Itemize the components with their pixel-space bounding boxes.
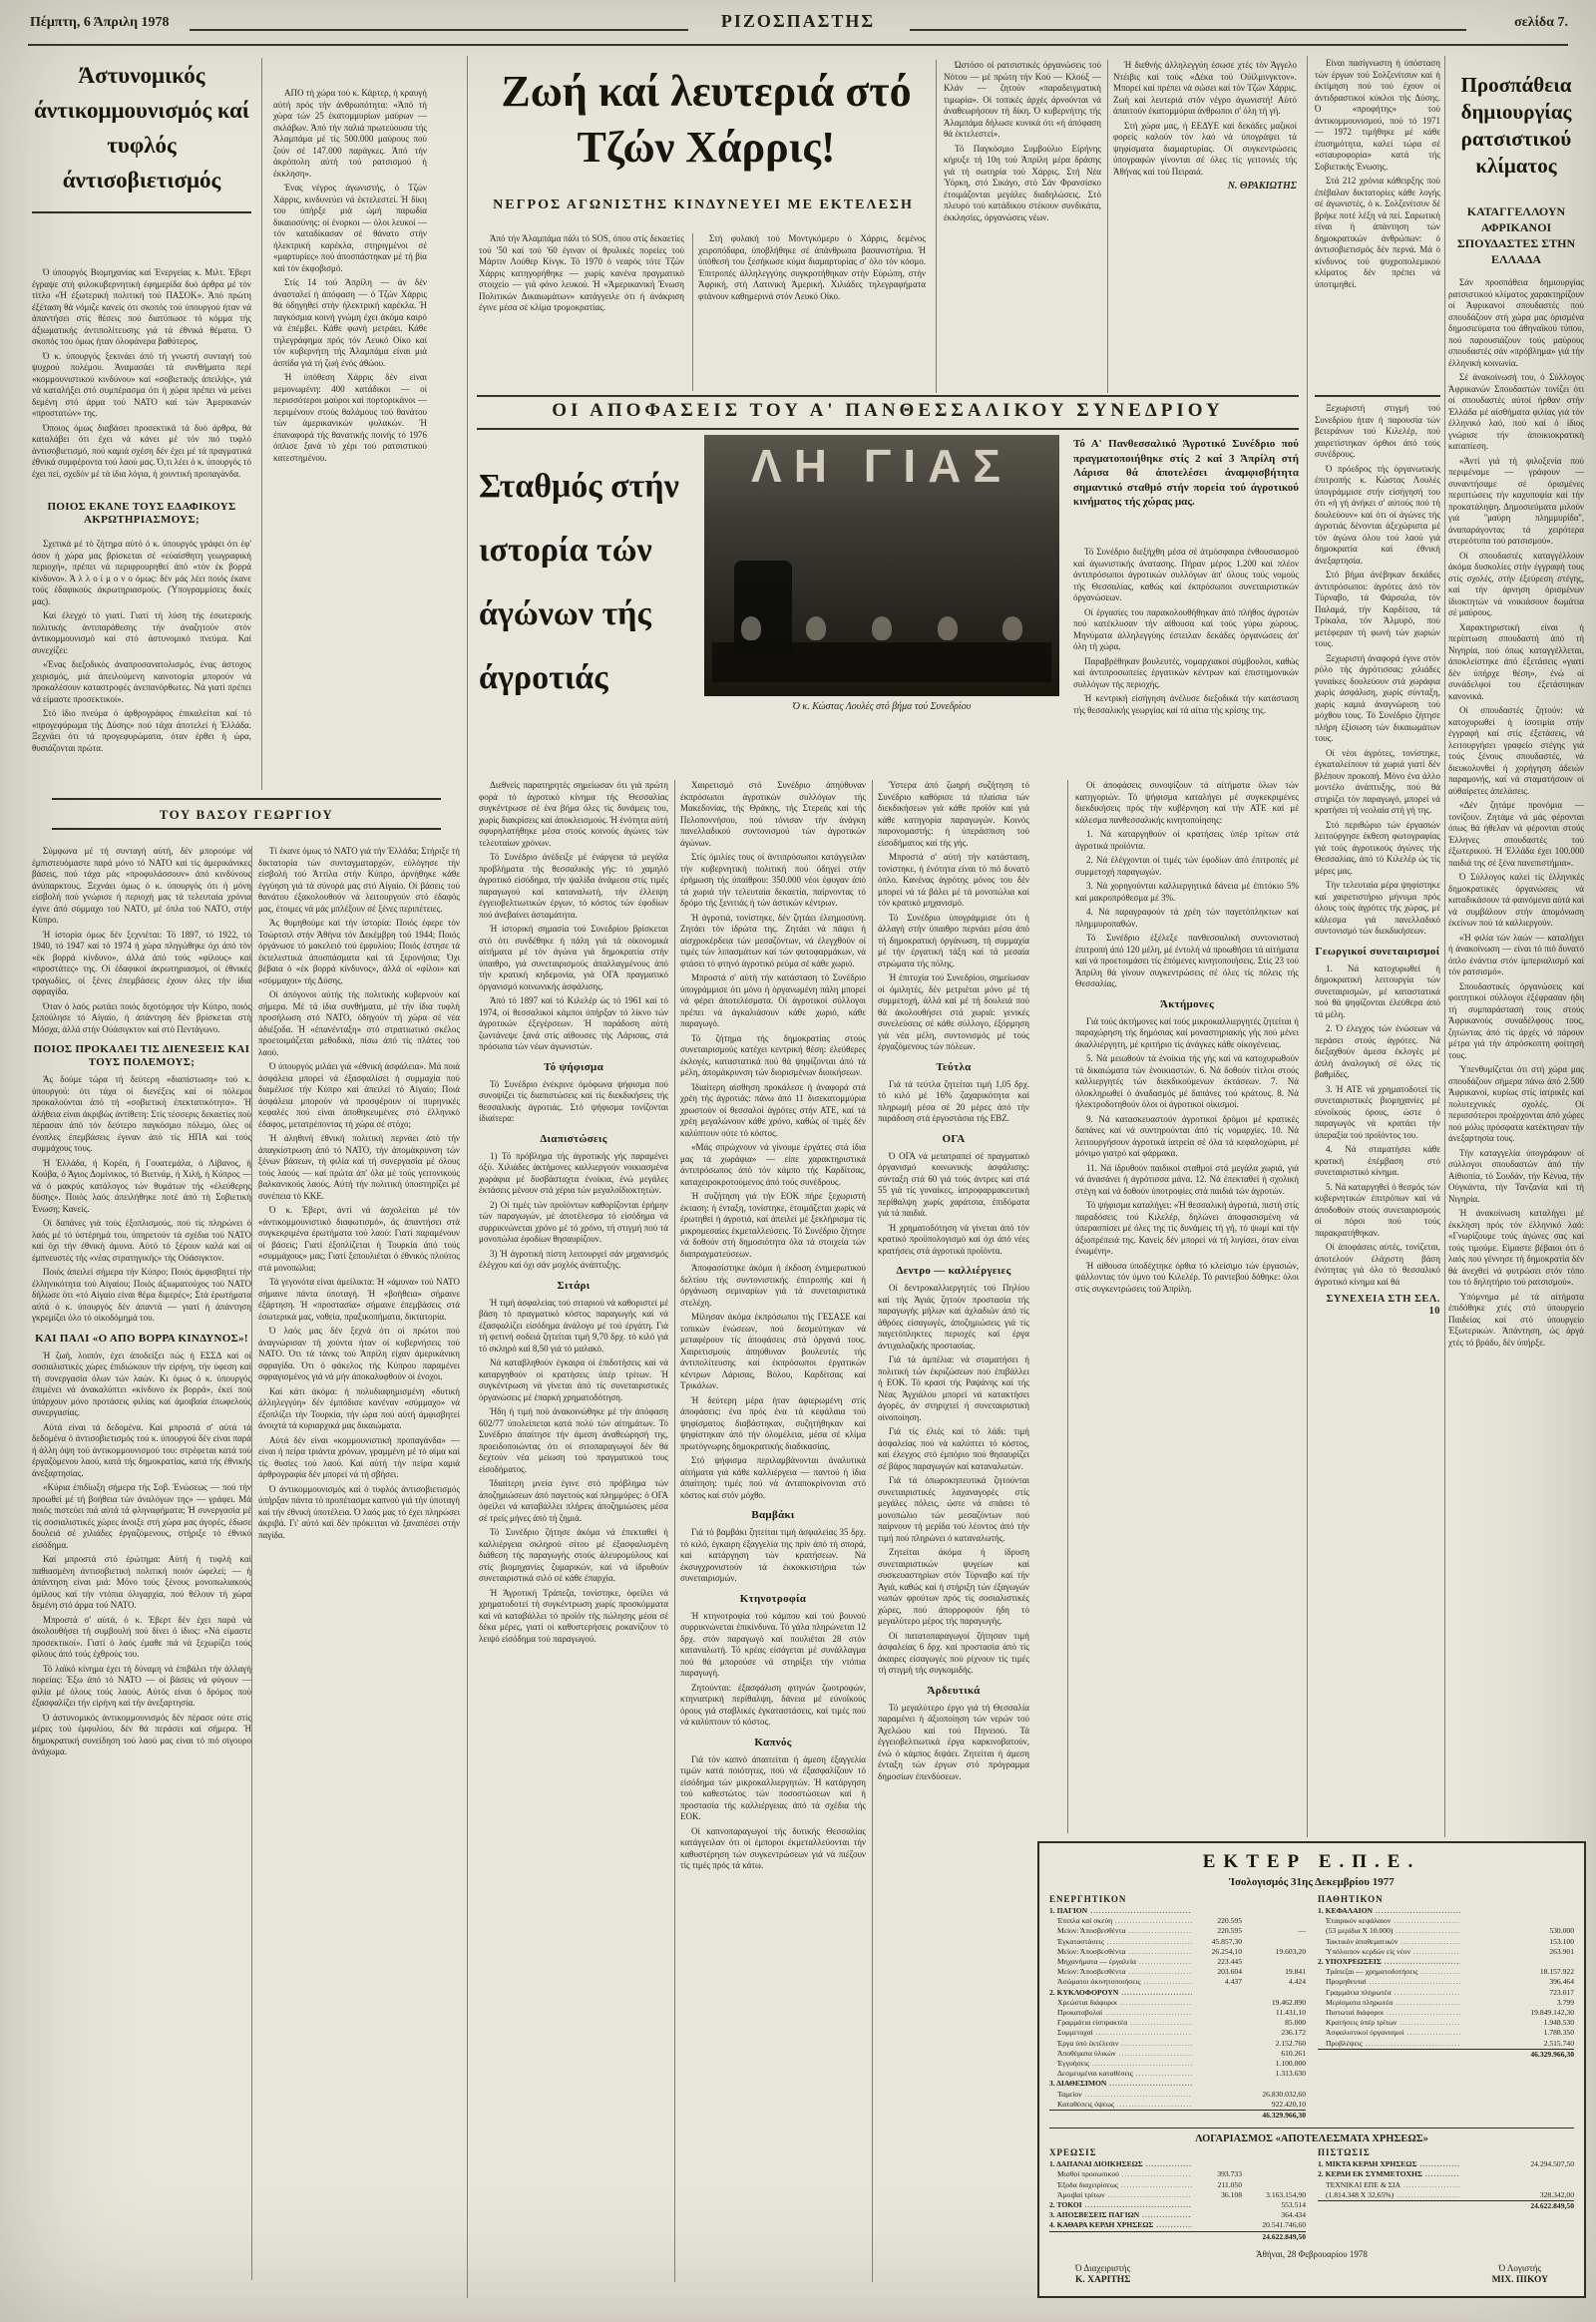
ledger-row: Συμμετοχαί ..... 236.172 bbox=[1049, 2028, 1306, 2038]
paragraph: Αύτά είναι τά δεδομένα. Καί μπροστά σ' αύτά τά δεδομένα ό άντισοβιετισμός τού κ. ύπουργού δέν είναι παρά ή άλλη όψη τού άντικομμουνισμού του: στρέφεται κατά τού έργαζόμενου λαού, κατά τής δημοκρατίας, κατά τής έθνικής άνεξαρτησίας. bbox=[32, 1421, 251, 1478]
ledger-row: Έγγυήσεις ..... 1.100.000 bbox=[1049, 2059, 1306, 2069]
harris-column-1 bbox=[479, 233, 684, 391]
paragraph: Ίδιαίτερη μνεία έγινε στό πρόβλημα τών άποζημιώσεων άπό παγετούς καί πλημμύρες: ό ΟΓΑ όφείλει νά καταβάλλει πλήρεις άποζημιώσεις μέσα σέ τρείς μήνες άπό τή ζημιά. bbox=[479, 1478, 668, 1523]
paragraph: Ζητείται άκόμα ή ίδρυση συνεταιριστικών ψυγείων καί συσκευαστηρίων στόν Τύρναβο καί τήν Άγιά, καθώς καί ή στήριξη τών έξαγωγών νωπών φρούτων πρός τίς σοσιαλιστικές χώρες, πού άπορροφούν ήδη τό μεγαλύτερο μέρος τής παραγωγής. bbox=[878, 1547, 1029, 1626]
brief-divider-rule bbox=[1315, 395, 1440, 397]
paragraph: Ή ζωή, λοιπόν, έχει άποδείξει πώς ή ΕΣΣΔ καί οί σοσιαλιστικές χώρες έπιδιώκουν τήν είρήνη, τήν ύφεση καί τή συνεργασία όλων τών λαών. Κι όμως ό κ. ύπουργός έπιμένει νά άνακαλύπτει «κίνδυνο έκ βορρά», έκεί πού ύπάρχουν μόνο προτάσεις φιλίας καί άμοιβαία έπωφελούς συνεργασίας. bbox=[32, 1350, 251, 1417]
paragraph: «Ή φιλία τών λαών — καταλήγει ή άνακοίνωση — είναι τό πιό δυνατό όπλο ένάντια στόν ίμπεριαλισμό καί τόν ρατσισμό». bbox=[1448, 932, 1584, 976]
ledger-row: 3. ΑΠΟΣΒΕΣΕΙΣ ΠΑΓΙΩΝ ..... 364.434 bbox=[1049, 2210, 1306, 2220]
paragraph: 1. Νά κατοχυρωθεί ή δημοκρατική λειτουργία τών συνεταιρισμών, μέ καταστατικά πού θά ψηφίζονται έλεύθερα άπό τά μέλη. bbox=[1315, 963, 1440, 1019]
assets-column bbox=[1049, 1894, 1306, 2121]
paragraph: Τό ψήφισμα καταλήγει: «Ή θεσσαλική άγροτιά, πιστή στίς παραδόσεις τού Κιλελέρ, δηλώνει άποφασισμένη νά ύπερασπίσει μέ όλες της τίς δυνάμεις τή γή, τό ψωμί καί τήν άξιοπρέπειά της. Κανείς δέν μπορεί νά τή λυγίσει, όταν είναι ένωμένη». bbox=[1075, 1200, 1299, 1256]
paragraph: Ξεχωριστή στιγμή τού Συνεδρίου ήταν ή παρουσία τών βετεράνων τού Κιλελέρ, πού χαιρετίστηκαν όρθιοι άπό τούς συνέδρους. bbox=[1315, 403, 1440, 459]
header-rule-left bbox=[190, 29, 688, 31]
column-rule bbox=[872, 780, 873, 2282]
liabilities-header: ΠΑΘΗΤΙΚΟΝ bbox=[1318, 1894, 1384, 1904]
body-text bbox=[1315, 964, 1440, 1289]
column-rule bbox=[467, 56, 468, 2298]
paragraph: Οί άπόγονοι αύτής τής πολιτικής κυβερνούν καί σήμερα. Μέ τά ίδια συνθήματα, μέ τήν ίδια τυφλή προσήλωση στό ΝΑΤΟ, όδηγούν τή χώρα σέ νέα άδιέξοδα. Ή «έπανένταξη» στό στρατιωτικό σκέλος προετοιμάζεται μεθοδικά, πίσω άπό τίς πλάτες τού λαού. bbox=[258, 989, 460, 1057]
paragraph: Τό λαϊκό κίνημα έχει τή δύναμη νά έπιβάλει τήν άλλαγή πορείας: Έξω άπό τό ΝΑΤΟ — οί βάσεις νά φύγουν — φιλία μέ όλους τούς λαούς. Αύτός είναι ό δρόμος πού έξασφαλίζει τήν είρήνη καί τήν άνεξαρτησία. bbox=[32, 1663, 251, 1708]
ledger-row: Τακτικόν άποθεματικόν ..... 153.100 bbox=[1318, 1937, 1574, 1947]
racism-headline: Προσπάθεια δημιουργίας ρατσιστικού κλίματος bbox=[1460, 73, 1572, 178]
section-heading-oga: ΟΓΑ bbox=[942, 1132, 966, 1145]
body-text bbox=[878, 1703, 1029, 1783]
ledger-row: Κρατήσεις ύπέρ τρίτων ..... 1.948.530 bbox=[1318, 2018, 1574, 2028]
body-text bbox=[680, 1611, 866, 1729]
paragraph: Ή χρηματοδότηση νά γίνεται άπό τόν κρατικό προϋπολογισμό καί όχι άπό νέες κρατήσεις στά άγροτικά προϊόντα. bbox=[878, 1222, 1029, 1256]
ledger-row: 1. ΠΑΓΙΟΝ ..... bbox=[1049, 1906, 1306, 1916]
header-rule bbox=[28, 44, 1568, 46]
ledger-row: 3. ΔΙΑΘΕΣΙΜΟΝ ..... bbox=[1049, 2079, 1306, 2089]
byline-vassos-georgiou: ΤΟΥ ΒΑΣΟΥ ΓΕΩΡΓΙΟΥ bbox=[52, 798, 441, 830]
ledger-row: 4. ΚΑΘΑΡΑ ΚΕΡΔΗ ΧΡΗΣΕΩΣ ..... 20.541.746,60 bbox=[1049, 2220, 1306, 2230]
paragraph: Ύστερα άπό ζωηρή συζήτηση τό Συνέδριο καθόρισε τά πλαίσια τών διεκδικήσεων γιά κάθε προϊόν καί γιά κάθε κατηγορία παραγωγών. Κοινός παρονομαστής: ή ύπεράσπιση τού είσοδήματος καί τής γής. bbox=[878, 780, 1029, 848]
paragraph: Ποιός άπειλεί σήμερα τήν Κύπρο; Ποιός άμφισβητεί τήν έλληνικότητα τού Αίγαίου; Ποιός άξιωματούχος τού ΝΑΤΟ δήλωσε ότι «τό Αίγαίο είναι θέμα διμερές»; Στά έρωτήματα αύτά ό κ. ύπουργός δέν άπαντά — γιατί ή άπάντηση γκρεμίζει όλο τό οίκοδόμημά του. bbox=[32, 1267, 251, 1323]
section-heading-landless: Άκτήμονες bbox=[1159, 997, 1215, 1010]
photo-figure bbox=[806, 616, 826, 640]
paragraph: Καί κάτι άκόμα: ή πολυδιαφημισμένη «δυτική άλληλεγγύη» δέν έμπόδισε κανέναν «σύμμαχο» νά έξοπλίζει τήν Τουρκία, τήν ώρα πού αύτή άμφισβητεί άνοιχτά τά κυριαρχικά μας δικαιώματα. bbox=[258, 1385, 460, 1430]
paragraph: Στά 212 χρόνια κάθειρξης πού έπέβαλαν δικτατορίες κάθε λογής σέ άγωνιστές, ό κ. Σολζενίτσυν δέ βρήκε ποτέ λέξη νά πεί. Σαρωτική είναι ή άπάντηση τών δημοκρατικών άνθρώπων: ό άντισοβιετισμός δέν περνά. Μά ό κίνδυνος τού ψυχροπολεμικού κλίματος δέν πρέπει νά ύποτιμηθεί. bbox=[1315, 176, 1440, 289]
harris-column-2 bbox=[698, 233, 926, 391]
harris-column-4 bbox=[1113, 60, 1297, 393]
paragraph: Ξεχωριστή άναφορά έγινε στόν ρόλο τής άγρότισσας: χιλιάδες γυναίκες δουλεύουν στά χωράφια χωρίς άσφάλιση, χωρίς σύνταξη, χωρίς καμιά άναγνώριση τού μόχθου τους. Τό Συνέδριο ζήτησε πλήρη έξίσωση τών δικαιωμάτων τους. bbox=[1315, 652, 1440, 743]
column-rule bbox=[1067, 780, 1068, 1833]
paragraph: Παραβρέθηκαν βουλευτές, νομαρχιακοί σύμβουλοι, καθώς καί άντιπροσωπείες έργατικών κέντρων καί έπιστημονικών συλλόγων τής περιοχής. bbox=[1073, 655, 1299, 689]
paragraph: Οί δεντροκαλλιεργητές τού Πηλίου καί τής Άγιάς ζητούν προστασία τής παραγωγής μήλων καί άχλαδιών άπό τίς άθρόες είσαγωγές, άποζημιώσεις γιά τίς παγετόπληκτες περιοχές καί έργα άντιχαλαζικής προστασίας. bbox=[878, 1283, 1029, 1351]
paragraph: Σάν προσπάθεια δημιουργίας ρατσιστικού κλίματος χαρακτηρίζουν οί Άφρικανοί σπουδαστές πού σπουδάζουν στή χώρα μας όρισμένα δημοσιεύματα τού άθηναϊκού τύπου, πού παρουσιάζουν τούς μαύρους σπουδαστές σάν «πρόβλημα» γιά τήν έλληνική κοινωνία. bbox=[1448, 277, 1584, 368]
profit-loss-title: ΛΟΓΑΡΙΑΣΜΟΣ «ΑΠΟΤΕΛΕΣΜΑΤΑ ΧΡΗΣΕΩΣ» bbox=[1049, 2128, 1574, 2144]
ledger-row: 2. ΚΥΚΛΟΦΟΡΟΥΝ ..... bbox=[1049, 1988, 1306, 1998]
paragraph: Ή κεντρική είσήγηση άνέλυσε διεξοδικά τήν κατάσταση τής θεσσαλικής γεωργίας καί τά αίτια τής κρίσης της. bbox=[1073, 693, 1299, 715]
paragraph: Καί έλεγχό τό γιατί. Γιατί τή λύση τής έσωτερικής πολιτικής άντιπαράθεσης τήν άναζητούν στόν άντικομμουνισμό καί στό άστυνομικό πνεύμα. Καί συνεχίζει: bbox=[32, 610, 251, 655]
paragraph: Γιά τίς έλιές καί τό λάδι: τιμή άσφαλείας πού νά καλύπτει τό κόστος, καί έλεγχος στό έμπόριο πού θησαυρίζει σέ βάρος παραγωγών καί καταναλωτών. bbox=[878, 1426, 1029, 1471]
paragraph: «Άντί γιά τή φιλοξενία πού περιμέναμε — γράφουν — συναντήσαμε σέ όρισμένες περιπτώσεις τήν καχυποψία καί τήν προκατάληψη. Δημοσιεύματα μιλούν γιά ''μαύρη πλημμυρίδα'', άναπαράγοντας τά χειρότερα στερεότυπα τού ρατσισμού». bbox=[1448, 455, 1584, 546]
paragraph: Γιά τά όπωροκηπευτικά ζητούνται συνεταιριστικές λαχαναγορές στίς μεγάλες πόλεις, ώστε νά σπάσει τό μονοπώλιο τών μεσαζόντων πού παίρνουν τή μερίδα τού λέοντος άπό τήν τιμή πού πληρώνει ό καταναλωτής. bbox=[878, 1475, 1029, 1543]
page-number: σελίδα 7. bbox=[1514, 15, 1568, 30]
section-heading-findings: Διαπιστώσεις bbox=[540, 1132, 607, 1145]
paragraph: Νά καταβληθούν έγκαιρα οί έπιδοτήσεις καί νά καταργηθούν οί κρατήσεις ύπέρ τρίτων. Ή συγκέντρωση νά γίνεται άπό τίς συνεταιριστικές όργανώσεις μέ έπαρκή χρηματοδότηση. bbox=[479, 1357, 668, 1402]
paragraph: Οί άποφάσεις αύτές, τονίζεται, άποτελούν έλάχιστη βάση ένότητας γιά όλο τό θεσσαλικό άγροτικό κίνημα καί θά bbox=[1315, 1242, 1440, 1287]
accountant-role: Ό Λογιστής bbox=[1498, 2262, 1542, 2273]
paragraph: 9. Νά κατασκευαστούν άγροτικοί δρόμοι μέ κρατικές δαπάνες καί νά συντηρούνται άπό τίς νομαρχίες. 10. Νά λειτουργήσουν άγροτικά ίατρεία σέ όλα τά κεφαλοχώρια, μέ μόνιμο γιατρό καί φάρμακα. bbox=[1075, 1113, 1299, 1158]
anticommunism-column-1 bbox=[32, 846, 251, 2280]
debit-rows bbox=[1049, 2159, 1306, 2242]
section-heading-resolution: Τό ψήφισμα bbox=[543, 1060, 604, 1073]
congress-column-c bbox=[878, 780, 1029, 2282]
paragraph: Τί έκανε όμως τό ΝΑΤΟ γιά τήν Έλλάδα; Στήριξε τή δικτατορία τών συνταγματαρχών, εύλόγησε τήν είσβολή τού Άττίλα στήν Κύπρο, άρνήθηκε κάθε έγγύηση γιά τά σύνορά μας στό Αίγαίο. Οί βάσεις τού θανάτου έξακολουθούν νά λειτουργούν στό έδαφός μας, έτοιμες νά μάς μπλέξουν σέ ξένες περιπέτειες. bbox=[258, 846, 460, 914]
paragraph: Ή ύπόθεση Χάρρις δέν είναι μεμονωμένη: 400 κατάδικοι — οί περισσότεροι μαύροι καί πορτορικάνοι — περιμένουν στούς θαλάμους τού θανάτου τών άμερικανικών φυλακών. Ή έπαναφορά τής θανατικής ποινής τό 1976 όπλισε ξανά τό χέρι τού ρατσιστικού κατεστημένου. bbox=[273, 372, 427, 463]
paragraph: Μπροστά σ' αύτή τήν κατάσταση τό Συνέδριο ύπογράμμισε ότι μόνο ή όργανωμένη πάλη μπορεί νά φέρει άποτελέσματα. Οί άγροτικοί σύλλογοι πρέπει νά άγκαλιάσουν κάθε χωριό, κάθε παραγωγό. bbox=[680, 972, 866, 1028]
racism-subhead: ΚΑΤΑΓΓΕΛΛΟΥΝ ΑΦΡΙΚΑΝΟΙ ΣΠΟΥΔΑΣΤΕΣ ΣΤΗΝ ΕΛΛΑΔΑ bbox=[1456, 204, 1576, 266]
body-text bbox=[479, 780, 668, 1053]
anticommunism-column-2 bbox=[258, 846, 460, 2280]
paragraph: Ή διεθνής άλληλεγγύη έσωσε χτές τόν Άγγελο Ντέιβις καί τούς «Δέκα τού Ούίλμινγκτον». Μπορεί καί πρέπει νά σώσει καί τόν Τζών Χάρρις. Ζωή καί λευτεριά στόν νέγρο άγωνιστή! Αύτό άπαιτούν έκατομμύρια άνθρωποι σ' όλη τή γή. bbox=[1113, 60, 1297, 116]
section-heading-beets: Τεύτλα bbox=[936, 1060, 972, 1073]
credit-header: ΠΙΣΤΩΣΙΣ bbox=[1318, 2147, 1371, 2158]
paragraph: 1. Νά καταργηθούν οί κρατήσεις ύπέρ τρίτων στά άγροτικά προϊόντα. bbox=[1075, 829, 1299, 851]
photo-figure bbox=[741, 616, 761, 640]
body-text bbox=[1113, 60, 1297, 178]
body-text bbox=[32, 1074, 251, 1325]
ledger-row: Καταθέσεις όψεως ..... 922.420,10 bbox=[1049, 2100, 1306, 2110]
paragraph: Διεθνείς παρατηρητές σημείωσαν ότι γιά πρώτη φορά τό άγροτικό κίνημα τής Θεσσαλίας συγκέντρωσε σέ ένα βήμα όλες τίς δυνάμεις του, χωρίς διακρίσεις καί άποκλεισμούς. Ή ένότητα αύτή σφυρηλατήθηκε μέσα στούς κοινούς άγώνες τών τελευταίων χρόνων. bbox=[479, 780, 668, 848]
ledger-row: Άσφαλιστικοί όργανισμοί ..... 1.788.350 bbox=[1318, 2028, 1574, 2038]
paragraph: Ό Σύλλογος καλεί τίς έλληνικές δημοκρατικές όργανώσεις νά καταδικάσουν τά φαινόμενα αύτά καί νά συμβάλουν στήν άπομόνωση έκείνων πού τά καλλιεργούν. bbox=[1448, 872, 1584, 928]
paragraph: Ίδιαίτερη αίσθηση προκάλεσε ή άναφορά στά χρέη τής άγροτιάς: πάνω άπό 11 δισεκατομμύρια χρωστούν οί θεσσαλοί άγρότες στήν ΑΤΕ, καί τά χρέη μεγαλώνουν κάθε χρόνο, καθώς οί τιμές δέν καλύπτουν ούτε τό κόστος. bbox=[680, 1081, 866, 1138]
body-text bbox=[680, 780, 866, 1501]
signature-manager bbox=[1075, 2263, 1130, 2285]
section-heading-irrigation: Άρδευτικά bbox=[927, 1684, 981, 1697]
paragraph: Άς θυμηθούμε καί τήν ίστορία: Ποιός έφερε τόν Τσώρτσιλ στήν Άθήνα τόν Δεκέμβρη τού 1944; Ποιός όργάνωσε τό μακελειό τού έμφυλίου; Ποιός έστησε τά έκτελεστικά άποσπάσματα καί τά ξερονήσια; Όχι βέβαια ό «έκ βορρά κίνδυνος», άλλά οί «φίλοι» καί «σύμμαχοι» τής Δύσης. bbox=[258, 918, 460, 985]
paragraph: Γιά τόν καπνό άπαιτείται ή άμεση έξαγγελία τιμών κατά ποιότητες, πού νά έξασφαλίζουν τό είσόδημα τών μικροκαλλιεργητών. Ή κατάργηση τού καθεστώτος τών ποσοστώσεων καί ή προστασία τής καλλιέργειας άπό τά σχέδια τής ΕΟΚ. bbox=[680, 1753, 866, 1821]
ledger-row: 1. ΚΕΦΑΛΑΙΟΝ ..... bbox=[1318, 1906, 1574, 1916]
ledger-row: 1. ΔΑΠΑΝΑΙ ΔΙΟΙΚΗΣΕΩΣ ..... bbox=[1049, 2159, 1306, 2169]
paragraph: Ό κ. Έβερτ, άντί νά άσχολείται μέ τόν «άντικομμουνιστικό διαφωτισμό», άς άπαντήσει στά συγκεκριμένα έρωτήματα τού λαού: Γιατί παραμένουν οί βάσεις; Γιατί έξοπλίζεται ή Τουρκία άπό τούς «συμμάχους» μας; Γιατί ξεπουλιέται ό έθνικός πλούτος στά μονοπώλια; bbox=[258, 1205, 460, 1273]
paragraph: Ή τιμή άσφαλείας τού σιταριού νά καθοριστεί μέ βάση τό πραγματικό κόστος παραγωγής καί νά έξασφαλίζει είσόδημα άνάλογο μέ τού έργάτη. Γιά τή φετινή σοδειά ζητείται τιμή 9,70 δρχ. τό κιλό γιά τό σκληρό καί 8,50 γιά τό μαλακό. bbox=[479, 1297, 668, 1354]
paragraph: Σχετικά μέ τό ζήτημα αύτό ό κ. ύπουργός γράφει ότι έφ' όσον ή χώρα μας βρίσκεται σέ «εύαίσθητη γεωγραφική περιοχή», πρέπει νά περιφρουρηθεί άπό «τόν έκ βορρά κίνδυνο». Ά λ λ ο ί μ ο ν ο όμως: δέν μάς λέει ποιός έκανε τούς έδαφικούς άκρωτηριασμούς. (Ύπογραμμίσεις δικές μας). bbox=[32, 539, 251, 606]
paragraph: Ό άστυνομικός άντικομμουνισμός δέν πέρασε ούτε στίς μέρες τού έμφυλίου, δέν θά περάσει καί σήμερα. Ή δημοκρατική συνείδηση τού λαού μας είναι τό πιό σίγουρο άνάχωμα. bbox=[32, 1712, 251, 1756]
paragraph: Οί σπουδαστές καταγγέλλουν άκόμα δυσκολίες στήν έγγραφή τους στίς σχολές, στήν έξεύρεση στέγης, καί τήν άρνηση όρισμένων ίδιοκτητών νά νοικιάσουν δωμάτια σέ μαύρους. bbox=[1448, 550, 1584, 617]
congress-column-e bbox=[1315, 403, 1440, 1833]
liabilities-column bbox=[1318, 1894, 1574, 2121]
paragraph: Άποφασίστηκε άκόμα ή έκδοση ένημερωτικού δελτίου τής συντονιστικής έπιτροπής καί ή όργάνωση σεμιναρίων γιά τά συνεταιριστικά στελέχη. bbox=[680, 1263, 866, 1308]
paragraph: Όταν ό λαός ρωτάει ποιός διχοτόμησε τήν Κύπρο, ποιός ξεπούλησε τό Αίγαίο, ή άπάντηση δέν βρίσκεται στή Μόσχα, άλλά στήν Ούάσιγκτον καί στό Πεντάγωνο. bbox=[32, 1000, 251, 1034]
photo-figures bbox=[718, 616, 1045, 640]
paragraph: Ό άντικομμουνισμός καί ό τυφλός άντισοβιετισμός ύπήρξαν πάντα τό προπέτασμα καπνού γιά τήν ύποταγή καί τήν έθνική ύποτέλεια. Ό λαός μας τό έχει πληρώσει άκριβά. Γι' αύτό καί δέν πρόκειται νά ξαναπέσει στήν παγίδα. bbox=[258, 1483, 460, 1540]
paragraph: Καί μπροστά στό έρώτημα: Αύτή ή τυφλή καί παθιασμένη άντισοβιετική πολιτική ποιόν ώφελεί; — ή άπάντηση είναι μιά: Μόνο τούς ξένους μονοπωλιακούς όμίλους καί τήν ντόπια όλιγαρχία, πού θέλουν τή χώρα δεμένη στό άρμα τού ΝΑΤΟ. bbox=[32, 1554, 251, 1610]
ledger-row: (53 μερίδια Χ 10.000) ..... 530.000 bbox=[1318, 1926, 1574, 1936]
paragraph: Ό πρόεδρος τής όργανωτικής έπιτροπής κ. Κώστας Λουλές ύπογράμμισε στήν είσήγησή του ότι «ή γή άνήκει σ' αύτούς πού τή δουλεύουν» καί ότι οί άγώνες τής άγροτιάς δένονται άξεχώριστα μέ τόν άγώνα όλου τού λαού γιά δημοκρατία καί έθνική άνεξαρτησία. bbox=[1315, 463, 1440, 566]
paragraph: Ό ΟΓΑ νά μετατραπεί σέ πραγματικό όργανισμό κοινωνικής άσφάλισης: σύνταξη στά 60 γιά τούς άντρες καί στά 55 γιά τίς γυναίκες, ίατροφαρμακευτική περίθαλψη χωρίς χαράτσια, έπιδόματα γιά τά παιδιά. bbox=[878, 1150, 1029, 1218]
balance-sheet-title: Ίσολογισμός 31ης Δεκεμβρίου 1977 bbox=[1229, 1876, 1395, 1888]
body-text bbox=[1075, 1016, 1299, 1296]
paragraph: Αύτά δέν είναι «κομμουνιστική προπαγάνδα» — είναι ή πείρα τριάντα χρόνων, γραμμένη μέ τό αίμα καί τίς θυσίες τού λαού. Καί αύτή τήν πείρα καμιά άρθρογραφία δέν μπορεί νά τή σβήσει. bbox=[258, 1434, 460, 1479]
paragraph: 4. Νά παραγραφούν τά χρέη τών παγετόπληκτων καί πλημμυροπαθών. bbox=[1075, 907, 1299, 929]
paragraph: Ή άγροτιά, τονίστηκε, δέν ζητάει έλεημοσύνη. Ζητάει τόν ίδρώτα της. Ζητάει νά πάψει ή αίσχροκέρδεια τών μεσαζόντων, νά έλεγχθούν οί τιμές τών λιπασμάτων καί τών φυτοφαρμάκων, νά φτάσει τό φτηνό άγροτικό ρεύμα σέ κάθε χωριό. bbox=[680, 912, 866, 968]
congress-kicker: ΟΙ ΑΠΟΦΑΣΕΙΣ ΤΟΥ Α' ΠΑΝΘΕΣΣΑΛΙΚΟΥ ΣΥΝΕΔΡΙΟΥ bbox=[552, 400, 1224, 421]
paragraph: Ώστόσο οί ρατσιστικές όργανώσεις τού Νότου — μέ πρώτη τήν Κού — Κλούξ — Κλάν — ζητούν «παραδειγματική τιμωρία». Οί τοπικές άρχές άρνούνται νά άναθεωρήσουν τή δίκη. Ό κυβερνήτης τής Άλαμπάμα δήλωσε κυνικά ότι «ή άπόφαση θά έκτελεστεί». bbox=[944, 60, 1101, 139]
paragraph: ΑΠΟ τή χώρα τού κ. Κάρτερ, ή κραυγή αύτή πρός τήν άνθρωπότητα: «Άπό τή χώρα τών 25 έκατομμυρίων μαύρων — σκλάβων. Άπό τήν παλιά πρωτεύουσα τής Άλαμπάμα μέ τίς 500.000 μαύρους πού ζούν σέ 147.000 παράγκες. Άπό τήν άκρόπολη αύτή τού ρατσισμού ή έκκληση». bbox=[273, 88, 427, 179]
paragraph: Ή ίστορική σημασία τού Συνεδρίου βρίσκεται στό ότι συνδέθηκε ή πάλη γιά τά οίκονομικά αίτήματα μέ τόν άγώνα γιά δημοκρατία στήν ύπαιθρο, γιά συνεταιρισμούς άπαλλαγμένους άπό τήν κρατική κηδεμονία, γιά ΟΓΑ πραγματικό όργανισμό κοινωνικής άσφάλισης. bbox=[479, 924, 668, 991]
column-rule bbox=[936, 60, 937, 393]
section-heading-territorial: ΠΟΙΟΣ ΕΚΑΝΕ ΤΟΥΣ ΕΔΑΦΙΚΟΥΣ ΑΚΡΩΤΗΡΙΑΣΜΟΥΣ; bbox=[47, 501, 236, 526]
paragraph: Όποιος όμως διαβάσει προσεκτικά τά δυό άρθρα, θά καταλάβει ότι έχει νά κάνει μέ τόν πιό τυφλό άντισοβιετισμό, πού καμιά σχέση δέν έχει μέ τά πραγματικά έθνικά συμφέροντα τού λαού μας. Ό,τι λέει ό κ. ύπουργός τό έχει πεί, σχεδόν μέ τά ίδια λόγια, ή χουντική προπαγάνδα. bbox=[32, 422, 251, 479]
paragraph: Σπουδαστικές όργανώσεις καί φοιτητικοί σύλλογοι έξέφρασαν ήδη τή συμπαράστασή τους στούς Άφρικανούς συναδέλφους τους, ζητώντας άπό τίς άρχές νά πάρουν μέτρα γιά τήν άπρόσκοπτη φοίτησή τους. bbox=[1448, 980, 1584, 1060]
ledger-row: ΤΕΧΝΙΚΑΙ ΕΠΕ & ΣΙΑ ..... bbox=[1318, 2180, 1574, 2190]
body-text bbox=[878, 1283, 1029, 1677]
ledger-row: Μείον: Άποσβεσθέντα ..... 203.604 19.841 bbox=[1049, 1967, 1306, 1977]
paragraph: 3. Νά χορηγούνται καλλιεργητικά δάνεια μέ έπιτόκιο 5% καί μακροπρόθεσμα μέ 3%. bbox=[1075, 881, 1299, 903]
paragraph: Ζητούνται: έξασφάλιση φτηνών ζωοτροφών, κτηνιατρική περίθαλψη, δάνεια μέ εύνοϊκούς όρους γιά σταβλικές έγκαταστάσεις, καί τιμές πού νά καλύπτουν τό κόστος. bbox=[680, 1682, 866, 1727]
ledger-row: Μείον: Άποσβεσθέντα ..... 26.254,10 19.603,20 bbox=[1049, 1947, 1306, 1957]
congress-intro bbox=[1073, 547, 1299, 772]
photo-figure bbox=[1002, 616, 1022, 640]
continued-on-page-10: ΣΥΝΕΧΕΙΑ ΣΤΗ ΣΕΛ. 10 bbox=[1326, 1294, 1440, 1317]
signature-accountant bbox=[1492, 2263, 1548, 2285]
ledger-row: Άποθέματα ύλικών ..... 610.261 bbox=[1049, 2049, 1306, 2059]
paragraph: Ή δεύτερη μέρα ήταν άφιερωμένη στίς άποφάσεις: ένα πρός ένα τά κεφάλαια τού ψηφίσματος διαβάστηκαν, συζητήθηκαν καί ψηφίστηκαν άπό τήν όλομέλεια, μέσα σέ κλίμα πρωτόγνωρης δημοκρατικής διαδικασίας. bbox=[680, 1394, 866, 1451]
congress-headline: Σταθμός στήν ιστορία τών άγώνων τής άγροτιάς bbox=[479, 468, 679, 696]
paragraph: 5. Νά μειωθούν τά ένοίκια τής γής καί νά κατοχυρωθούν τά δικαιώματα τών ένοικιαστών. 6. Νά δοθούν τίτλοι στούς καλλιεργητές τών διεκδικούμενων έκτάσεων. 7. Νά όλοκληρωθεί ό άναδασμός μέ δαπάνες τού κράτους. 8. Νά ήλεκτροδοτηθούν όλοι οί άγροτικοί οίκισμοί. bbox=[1075, 1053, 1299, 1109]
ledger-row: Μερίσματα πληρωτέα ..... 3.799 bbox=[1318, 1998, 1574, 2008]
ledger-row: Προκαταβολαί ..... 11.431,10 bbox=[1049, 2008, 1306, 2018]
harris-column-3 bbox=[944, 60, 1101, 393]
ledger-row: Άμοιβαί τρίτων ..... 36.108 3.163.154,90 bbox=[1049, 2190, 1306, 2200]
ledger-row: Πιστωταί διάφοροι ..... 19.849.142,30 bbox=[1318, 2008, 1574, 2018]
section-heading-orchards: Δεντρο — καλλιέργειες bbox=[896, 1265, 1011, 1277]
page-date: Πέμπτη, 6 Άπριλη 1978 bbox=[30, 15, 170, 30]
section-heading-livestock: Κτηνοτροφία bbox=[739, 1592, 807, 1605]
body-text bbox=[878, 1079, 1029, 1125]
company-name: ΕΚΤΕΡ Ε.Π.Ε. bbox=[1202, 1851, 1421, 1872]
table-silhouette bbox=[712, 642, 1051, 682]
congress-photo bbox=[704, 435, 1059, 696]
paragraph: Στό περιθώριο τών έργασιών λειτούργησε έκθεση φωτογραφίας γιά τούς άγροτικούς άγώνες τής Θεσσαλίας, άπό τό Κιλελέρ ώς τίς μέρες μας. bbox=[1315, 819, 1440, 876]
paragraph: Χαιρετισμό στό Συνέδριο άπηύθυναν έκπρόσωποι άγροτικών συλλόγων τής Μακεδονίας, τής Θράκης, τής Στερεάς καί τής Πελοποννήσου, πού τόνισαν τήν άνάγκη πανελλαδικού συντονισμού τών άγροτικών άγώνων. bbox=[680, 780, 866, 848]
paragraph: Σέ άνακοίνωσή του, ό Σύλλογος Άφρικανών Σπουδαστών τονίζει ότι οί σπουδαστές αύτοί ήρθαν στήν Έλλάδα μέ αίσθήματα φιλίας γιά τόν έλληνικό λαό, πού καί ό ίδιος γνώρισε τήν άποικιοκρατική καταπίεση. bbox=[1448, 372, 1584, 451]
paragraph: 2. Ό έλεγχος τών ένώσεων νά περάσει στούς άγρότες. Νά διεξαχθούν άμεσα έκλογές μέ άπλή άναλογική σέ όλες τίς βαθμίδες. bbox=[1315, 1023, 1440, 1079]
paragraph: 3) Ή άγροτική πίστη λειτουργεί σάν μηχανισμός έλέγχου καί όχι σάν μοχλός άνάπτυξης. bbox=[479, 1248, 668, 1270]
paragraph: Στό βήμα άνέβηκαν δεκάδες άντιπρόσωποι: άγρότες άπό τόν Τύρναβο, τά Φάρσαλα, τόν Παλαμά, τήν Καρδίτσα, τά Τρίκαλα, τόν Άλμυρό, πού μετέφεραν τή φωνή τών χωριών τους. bbox=[1315, 570, 1440, 648]
paragraph: Χαρακτηριστική είναι ή περίπτωση σπουδαστή άπό τή Νιγηρία, πού όπως καταγγέλλεται, άποκλείστηκε άπό έξετάσεις «γιατί δέν ύπήρχε θέση», ένώ οί συνάδελφοί του έξετάστηκαν κανονικά. bbox=[1448, 621, 1584, 701]
paragraph: Στό ψήφισμα περιλαμβάνονται άναλυτικά αίτήματα γιά κάθε καλλιέργεια — παντού ή ίδια άπαίτηση: τιμές πού νά άνταποκρίνονται στό κόστος καί στόν μόχθο. bbox=[680, 1455, 866, 1500]
ledger-row: 24.622.849,50 bbox=[1318, 2200, 1574, 2211]
ledger-row: Γραμμάτια είσπρακτέα ..... 85.000 bbox=[1049, 2018, 1306, 2028]
balance-date: Άθήναι, 28 Φεβρουαρίου 1978 bbox=[1256, 2248, 1368, 2259]
anticommunism-text-2 bbox=[32, 539, 251, 794]
ledger-row: Χρεώσται διάφοροι ..... 19.462.890 bbox=[1049, 1998, 1306, 2008]
body-text bbox=[1075, 780, 1299, 990]
paragraph: Γιά τούς άκτήμονες καί τούς μικροκαλλιεργητές ζητείται ή παραχώρηση τής δημόσιας καί μοναστηριακής γής πού μένει άκαλλιέργητη, μέ κριτήριο τίς άνάγκες κάθε οίκογένειας. bbox=[1075, 1015, 1299, 1049]
paragraph: Ή άνακοίνωση καταλήγει μέ έκκληση πρός τόν έλληνικό λαό: «Γνωρίζουμε τούς άγώνες σας καί τούς τιμούμε. Είμαστε βέβαιοι ότι ό λαός πού γέννησε τή δημοκρατία δέν θά άνεχθεί νά φυτρώσει στόν τόπο του τό δηλητήριο τού ρατσισμού». bbox=[1448, 1208, 1584, 1287]
column-rule bbox=[674, 780, 675, 2282]
congress-lede: Τό Α' Πανθεσσαλικό Άγροτικό Συνέδριο πού πραγματοποιήθηκε στίς 2 καί 3 Άπρίλη στή Λάρισα θά άποτελέσει άναμφισβήτητα σημαντικό σταθμό στήν πορεία τού άγροτικού κινήματος τής χώρας μας. bbox=[1073, 438, 1299, 508]
paragraph: Ήδη ή τιμή πού άνακοινώθηκε μέ τήν άπόφαση 602/77 ύπολείπεται κατά πολύ τών αίτημάτων. Τό Συνέδριο άπαίτησε τήν άμεση άναθεώρησή της, προειδοποιώντας ότι οί σιτοπαραγωγοί δέν θά δεχτούν νέα μείωση τού πραγματικού τους είσοδήματος. bbox=[479, 1406, 668, 1474]
paragraph: 2. Νά έλέγχονται οί τιμές τών έφοδίων άπό έπιτροπές μέ συμμετοχή παραγωγών. bbox=[1075, 855, 1299, 877]
paragraph: Είναι πασίγνωστη ή ύπόσταση τών έργων τού Σολζενίτσυν καί ή έκτίμηση πού τού έχουν οί άντιδραστικοί κύκλοι τής Δύσης. Ό «προφήτης» τού άντικομμουνισμού, πού τό 1971 — 1972 τιμήθηκε μέ κάθε έπισημότητα, καλεί τώρα σέ «σταυροφορία» κατά τής Σοβιετικής Ένωσης. bbox=[1315, 58, 1440, 172]
section-heading-wheat: Σιτάρι bbox=[557, 1279, 591, 1292]
paragraph: Ή άληθινή έθνική πολιτική περνάει άπό τήν άπαγκίστρωση άπό τό ΝΑΤΟ, τήν άπομάκρυνση τών ξένων βάσεων, τή φιλία καί τή συνεργασία μέ όλους τούς λαούς — καί πρώτα άπ' όλα μέ τούς γειτονικούς βαλκανικούς λαούς. Αύτή τήν πολιτική ύποστηρίζει μέ συνέπεια τό ΚΚΕ. bbox=[258, 1133, 460, 1201]
assets-header: ΕΝΕΡΓΗΤΙΚΟΝ bbox=[1049, 1894, 1127, 1904]
column-rule bbox=[1444, 56, 1445, 1837]
ledger-row: Μείον: Άποσβεσθέντα ..... 220.595 — bbox=[1049, 1926, 1306, 1936]
paragraph: Οί δαπάνες γιά τούς έξοπλισμούς, πού τίς πληρώνει ό λαός μέ τό ύστέρημά του, ύπηρετούν τά σχέδια τού ΝΑΤΟ καί όχι τήν έθνική άμυνα. Αύτό τό ξέρουν καλά καί οί έμπνευστές τής «νέας στρατηγικής» τής Ούάσιγκτον. bbox=[32, 1218, 251, 1263]
paragraph: Μίλησαν άκόμα έκπρόσωποι τής ΓΕΣΑΣΕ καί τοπικών ένώσεων, πού δεσμεύτηκαν νά μεταφέρουν τίς άποφάσεις στά όργανά τους. Χαιρετισμούς άπηύθυναν βουλευτές τής άντιπολίτευσης καί έκπρόσωποι έργατικών κέντρων Λάρισας, Βόλου, Καρδίτσας καί Τρικάλων. bbox=[680, 1312, 866, 1390]
section-heading-cooperatives: Γεωργικοί συνεταιρισμοί bbox=[1315, 945, 1440, 958]
anticommunism-headline: Άστυνομικός άντικομμουνισμός καί τυφλός άντισοβιετισμός bbox=[32, 58, 251, 213]
section-heading-wars: ΠΟΙΟΣ ΠΡΟΚΑΛΕΙ ΤΙΣ ΔΙΕΝΕΞΕΙΣ ΚΑΙ ΤΟΥΣ ΠΟΛΕΜΟΥΣ; bbox=[33, 1043, 250, 1068]
ledger-row: Προμηθευταί ..... 396.464 bbox=[1318, 1977, 1574, 1987]
ledger-row: 1. ΜΙΚΤΑ ΚΕΡΔΗ ΧΡΗΣΕΩΣ ..... 24.294.507,50 bbox=[1318, 2159, 1574, 2169]
paragraph: «Κύρια έπιδίωξη σήμερα τής Σοβ. Ένώσεως — πού τήν προωθεί μέ τή βοήθεια τών άναλόγων της» — γράφει. Μά ποιός πιστεύει πιά αύτά τά φληναφήματα; Ή συνεργασία μέ τίς σοσιαλιστικές χώρες άνοιξε στή χώρα μας άγορές, έδωσε δουλειά σέ χιλιάδες έργαζόμενους, στήριξε τό έθνικό είσόδημα. bbox=[32, 1482, 251, 1550]
photo-caption: Ό κ. Κώστας Λουλές στό βήμα τού Συνεδρίου bbox=[792, 701, 972, 712]
paragraph: Οί σπουδαστές ζητούν: νά κατοχυρωθεί ή ίσοτιμία στήν έγγραφή καί στίς έξετάσεις, νά λειτουργήσει γραφείο στέγης γιά τούς ξένους σπουδαστές, νά διευκολυνθεί ή χορήγηση άδειών παραμονής, καί νά σταματήσουν οί αύθαίρετες άπελάσεις. bbox=[1448, 705, 1584, 796]
credit-column bbox=[1318, 2147, 1574, 2242]
paragraph: 3. Ή ΑΤΕ νά χρηματοδοτεί τίς συνεταιριστικές βιομηχανίες μέ εύνοϊκούς όρους, ώστε ό παραγωγός νά κρατάει τήν ύπεραξία τού προϊόντος του. bbox=[1315, 1083, 1440, 1140]
congress-column-a bbox=[479, 780, 668, 2282]
ledger-row: Έπιπλα καί σκεύη ..... 220.595 bbox=[1049, 1916, 1306, 1926]
paragraph: Ή ίστορία όμως δέν ξεχνιέται: Τό 1897, τό 1922, τό 1940, τό 1947 καί τό 1974 ή χώρα πληγώθηκε όχι άπό τόν «έκ βορρά κίνδυνο», άλλά άπό τούς «φίλους» καί «προστάτες» της. Οί έδαφικοί άκρωτηριασμοί, οί έθνικές τραγωδίες, οί ξένες έπεμβάσεις έχουν όλες τήν ίδια σφραγίδα. bbox=[32, 929, 251, 996]
ledger-row: Προβλέψεις ..... 2.515.740 bbox=[1318, 2039, 1574, 2049]
paragraph: Τήν τελευταία μέρα ψηφίστηκε καί χαιρετιστήριο μήνυμα πρός όλους τούς άγρότες τής χώρας, μέ κάλεσμα γιά πανελλαδικό συντονισμό τών διεκδικήσεων. bbox=[1315, 880, 1440, 936]
paragraph: Ή Έλλάδα, ή Κορέα, ή Γουατεμάλα, ό Λίβανος, ή Κούβα, ό Άγιος Δομίνικος, τό Βιετνάμ, ή Χιλή, ή Κύπρος — νά ό μακρύς κατάλογος τών θυμάτων τής «έλεύθερης δύσης». Ποιός λαός άπειλήθηκε ποτέ άπό τή Σοβιετική Ένωση; Κανείς. bbox=[32, 1157, 251, 1214]
paragraph: Μπροστά σ' αύτά, ό κ. Έβερτ δέν έχει παρά νά άκολουθήσει τή συμβουλή πού δίνει ό ίδιος: «Νά είμαστε προσεκτικοί». Γιατί ό λαός έμαθε πιά νά ξεχωρίζει τούς φίλους άπό τούς έχθρούς του. bbox=[32, 1614, 251, 1659]
paragraph: Ή κτηνοτροφία τού κάμπου καί τού βουνού συρρικνώνεται έπικίνδυνα. Τό γάλα πληρώνεται 12 δρχ. στόν παραγωγό καί πουλιέται 28 στόν καταναλωτή. Τό κρέας είσάγεται μέ συνάλλαγμα πού θά μπορούσε νά στηρίξει τήν ντόπια παραγωγή. bbox=[680, 1610, 866, 1678]
body-text bbox=[878, 1151, 1029, 1258]
paragraph: 4. Νά σταματήσει κάθε κρατική έπέμβαση στό συνεταιριστικό κίνημα. bbox=[1315, 1144, 1440, 1177]
debit-header: ΧΡΕΩΣΙΣ bbox=[1049, 2147, 1097, 2158]
body-text bbox=[1315, 403, 1440, 938]
paragraph: Ό λαός μας δέν ξεχνά ότι οί πρώτοι πού άναγνώρισαν τή χούντα ήταν οί κυβερνήσεις τού ΝΑΤΟ. Ότι τά τάνκς τού Άπρίλη είχαν άμερικάνικη σφραγίδα. Ότι ό φάκελος τής Κύπρου παραμένει σφραγισμένος γιά νά μήν άποκαλυφθούν οί ένοχοι. bbox=[258, 1326, 460, 1381]
photo-figure bbox=[872, 616, 892, 640]
body-text bbox=[479, 1079, 668, 1125]
congress-column-d bbox=[1075, 780, 1299, 1833]
accountant-name: ΜΙΧ. ΠΙΚΟΥ bbox=[1491, 2274, 1548, 2285]
ledger-row: (1.814.348 Χ 32,65%) ..... 328.342,00 bbox=[1318, 2190, 1574, 2200]
balance-sheet-box bbox=[1037, 1841, 1586, 2298]
paragraph: Ύπενθυμίζεται ότι στή χώρα μας σπουδάζουν σήμερα πάνω άπό 2.500 Άφρικανοί, κυρίως στίς ίατρικές καί πολυτεχνικές σχολές. Οί περισσότεροι προέρχονται άπό χώρες πού μόλις πρόσφατα κατέκτησαν τήν άνεξαρτησία τους. bbox=[1448, 1064, 1584, 1143]
ledger-row: Μηχανήματα — έργαλεία ..... 223.445 bbox=[1049, 1957, 1306, 1967]
paragraph: Τό Συνέδριο έξέλεξε πανθεσσαλική συντονιστική έπιτροπή άπό 120 μέλη, μέ έντολή νά προωθήσει τά αίτήματα καί νά προετοιμάσει τίς έπόμενες κινητοποιήσεις. Στίς 23 τού Άπρίλη θά γίνουν συγκεντρώσεις σέ όλες τίς πόλεις τής Θεσσαλίας. bbox=[1075, 933, 1299, 988]
paragraph: Άπό τήν Άλαμπάμα πάλι τό SOS, όπου στίς δεκαετίες τού '50 καί τού '60 έγιναν οί θρυλικές πορείες τού Μάρτιν Λούθερ Κίνγκ. Τό 1970 ό νεαρός τότε Τζών Χάρρις κατηγορήθηκε — χωρίς κανένα πραγματικό στοιχείο — γιά φόνο λευκού. Ή «Άμερικανική Ένωση Πολιτικών Δικαιωμάτων» κατάγγειλε ότι ή άνάκριση έγινε μέσα σέ κλίμα τρομοκρατίας. bbox=[479, 233, 684, 312]
body-text bbox=[479, 1151, 668, 1272]
paragraph: 2) Οί τιμές τών προϊόντων καθορίζονται έρήμην τών παραγωγών, μέ άποτέλεσμα τό είσόδημα νά συρρικνώνεται χρόνο μέ τό χρόνο, τή στιγμή πού τά μονοπώλια έφοδίων θησαυρίζουν. bbox=[479, 1199, 668, 1244]
column-rule bbox=[251, 846, 252, 2280]
paragraph: Ή έπιτυχία τού Συνεδρίου, σημείωσαν οί όμιλητές, δέν μετριέται μόνο μέ τή συμμετοχή, άλλά καί μέ τή δουλειά πού θά άκολουθήσει στά χωριά: γενικές συνελεύσεις σέ κάθε σύλλογο, έξόρμηση γιά νέα μέλη, συντονισμός μέ τούς έργαζόμενους τών πόλεων. bbox=[878, 972, 1029, 1051]
column-rule bbox=[1307, 56, 1308, 1837]
column-rule bbox=[261, 58, 262, 790]
liabilities-rows bbox=[1318, 1906, 1574, 2060]
section-heading-tobacco: Καπνός bbox=[754, 1736, 792, 1748]
ledger-row: Μισθοί προσωπικού ..... 393.733 bbox=[1049, 2169, 1306, 2179]
harris-headline: Ζωή καί λευτεριά στό Τζών Χάρρις! bbox=[501, 67, 912, 172]
paragraph: Τό ζήτημα τής δημοκρατίας στούς συνεταιρισμούς κατέχει κεντρική θέση: έλεύθερες έκλογές, καταστατικά πού θά ψηφίζονται άπό τά μέλη, άπομάκρυνση τών διορισμένων διοικήσεων. bbox=[680, 1032, 866, 1077]
paragraph: Τό Συνέδριο διεξήχθη μέσα σέ άτμόσφαιρα ένθουσιασμού καί άγωνιστικής άνατασης. Πήραν μέρος 1.200 καί πλέον άντιπρόσωποι άγροτικών συλλόγων άπ' όλους τούς νομούς τής Θεσσαλίας, καθώς καί έκπρόσωποι συνεταιριστικών όργανώσεων. bbox=[1073, 547, 1299, 602]
section-heading-cotton: Βαμβάκι bbox=[751, 1509, 795, 1521]
ledger-row: Έγκαταστάσεις ..... 45.857,30 bbox=[1049, 1937, 1306, 1947]
ledger-row: Δεσμευμέναι καταθέσεις ..... 1.313.630 bbox=[1049, 2069, 1306, 2079]
ledger-row: Ύπόλοιπον κερδών είς νέον ..... 263.901 bbox=[1318, 1947, 1574, 1957]
ledger-row: Τράπεζαι — χρηματοδοτήσεις ..... 18.157.922 bbox=[1318, 1967, 1574, 1977]
paragraph: Ό ύπουργός Βιομηχανίας καί Ένεργείας κ. Μιλτ. Έβερτ έγραψε στή φιλοκυβερνητική έφημερίδα δυό άρθρα μέ τόν τίτλο «Ή έξωτερική πολιτική τού ΠΑΣΟΚ». Άπό πρώτη έξέταση θά νόμιζε κανείς ότι σκοπός τού ύπουργού ήταν νά άπαντήσει στίς θέσεις πού διατύπωσε τό κόμμα τής άξιωματικής άντιπολίτευσης γιά τά έθνικά θέματα. Ό σκοπός του όμως ήταν όλοφάνερα βαθύτερος. bbox=[32, 267, 251, 346]
paragraph: Οί νέοι άγρότες, τονίστηκε, έγκαταλείπουν τά χωριά γιατί δέν βλέπουν προκοπή. Μόνο ένα άλλο μοντέλο άνάπτυξης, πού θά στηρίζει τόν παραγωγό, μπορεί νά κρατήσει τή νεολαία στή γή της. bbox=[1315, 747, 1440, 815]
paragraph: Ή Άγροτική Τράπεζα, τονίστηκε, όφείλει νά χρηματοδοτεί τή συγκέντρωση χωρίς προσκόμματα καί νά καταβάλλει τό προϊόν τής πώλησης μέσα σέ δέκα μέρες, γιατί οί καθυστερήσεις ροκανίζουν τό λειψό είσόδημα τού παραγωγού. bbox=[479, 1587, 668, 1644]
ledger-row: Έργα ύπό έκτέλεσιν ..... 2.152.760 bbox=[1049, 2039, 1306, 2049]
paragraph: Σύμφωνα μέ τή συνταγή αύτή, δέν μπορούμε νά έμπιστευόμαστε παρά μόνο τό ΝΑΤΟ καί τίς άμερικάνικες βάσεις, πού τάχα μάς «προφυλάσσουν» άπό κινδύνους άνύπαρκτους. Ξεχνάει όμως ό κ. ύπουργός ότι ή μόνη είσβολή πού γνώρισε ή περιοχή μας τά τελευταία χρόνια έγινε άπό σύμμαχο τού ΝΑΤΟ, μέ όπλα τού ΝΑΤΟ, στήν Κύπρο. bbox=[32, 846, 251, 925]
paragraph: 5. Νά καταργηθεί ό θεσμός τών κυβερνητικών έπιτρόπων καί νά άποδοθούν στούς συνεταιρισμούς οί πόροι πού τούς παρακρατήθηκαν. bbox=[1315, 1181, 1440, 1238]
paragraph: Οί πατατοπαραγωγοί ζήτησαν τιμή άσφαλείας 6 δρχ. καί προστασία άπό τίς άκαιρες είσαγωγές πού ρίχνουν τίς τιμές τή στιγμή τής συγκομιδής. bbox=[878, 1630, 1029, 1675]
paragraph: Τό Συνέδριο άνέδειξε μέ ένάργεια τά μεγάλα προβλήματα τής θεσσαλικής γής: τό χαμηλό άγροτικό είσόδημα, τήν ψαλίδα άνάμεσα στίς τιμές παραγωγού καί καταναλωτή, τήν έλλειψη έγγειοβελτιωτικών έργων, τό κόστος τών έφοδίων πού άνεβαίνει άσταμάτητα. bbox=[479, 852, 668, 920]
paragraph: Τό Συνέδριο ένέκρινε όμόφωνα ψήφισμα πού συνοψίζει τίς διαπιστώσεις καί τίς διεκδικήσεις τής θεσσαλικής άγροτιάς. Στό ψήφισμα τονίζονται ίδιαίτερα: bbox=[479, 1078, 668, 1123]
paragraph: Άπό τό 1897 καί τό Κιλελέρ ώς τό 1961 καί τό 1974, οί θεσσαλικοί κάμποι ύπήρξαν τό λίκνο τών άγροτικών έξεγέρσεων. Ή παράδοση αύτή ζωντάνεψε ξανά στίς αίθουσες τής Λάρισας, στά πρόσωπα τών νέων άγωνιστών. bbox=[479, 995, 668, 1051]
paragraph: Τήν καταγγελία ύπογράφουν οί σύλλογοι σπουδαστών άπό τήν Αίθιοπία, τό Σουδάν, τήν Κένυα, τήν Ούγκάντα, τήν Τανζανία καί τή Νιγηρία. bbox=[1448, 1147, 1584, 1204]
ledger-row: Άσώματοι άκινητοποιήσεις ..... 4.437 4.424 bbox=[1049, 1977, 1306, 1987]
body-text bbox=[32, 846, 251, 1035]
assets-rows bbox=[1049, 1906, 1306, 2121]
author-signature: Ν. ΘΡΑΚΙΩΤΗΣ bbox=[1227, 181, 1297, 192]
paragraph: «Ένας διεξοδικός άναπροσανατολισμός, ένας άστοχος χειρισμός, μιά άπειλούμενη καινοτομία μπορούν νά προκαλέσουν καταστροφές άνεπανόρθωτες. Νά γιατί πρέπει νά είμαστε προσεκτικοί». bbox=[32, 659, 251, 704]
section-heading-north-danger: ΚΑΙ ΠΑΛΙ «Ο ΑΠΟ ΒΟΡΡΑ ΚΙΝΔΥΝΟΣ»! bbox=[35, 1332, 248, 1345]
body-text bbox=[479, 1298, 668, 1646]
body-text bbox=[878, 780, 1029, 1053]
paragraph: Στή χώρα μας, ή ΕΕΔΥΕ καί δεκάδες μαζικοί φορείς καλούν τόν λαό νά ύπογράψει τά ψηφίσματα διαμαρτυρίας. Οί συγκεντρώσεις ύπογραφών γίνονται σέ όλες τίς γειτονιές τής Άθήνας καί τού Πειραιά. bbox=[1113, 120, 1297, 177]
paragraph: Γιά τό βαμβάκι ζητείται τιμή άσφαλείας 35 δρχ. τό κιλό, έγκαιρη έξαγγελία της πρίν άπό τή σπορά, καί κατάργηση τών κρατήσεων. Νά έκσυγχρονιστούν τά έκκοκκιστήρια τών συνεταιρισμών. bbox=[680, 1527, 866, 1583]
body-text bbox=[680, 1527, 866, 1585]
photo-figure bbox=[938, 616, 958, 640]
paragraph: Οί άποφάσεις συνοψίζουν τά αίτήματα όλων τών κατηγοριών. Τό ψήφισμα καταλήγει μέ συγκεκριμένες διεκδικήσεις πρός τήν κυβέρνηση καί τήν ΑΤΕ καί μέ κάλεσμα πανθεσσαλικής κινητοποίησης: bbox=[1075, 780, 1299, 825]
racism-body bbox=[1448, 277, 1584, 1831]
harris-subhead: ΝΕΓΡΟΣ ΑΓΩΝΙΣΤΗΣ ΚΙΝΔΥΝΕΥΕΙ ΜΕ ΕΚΤΕΛΕΣΗ bbox=[493, 197, 914, 212]
paragraph: Ένας νέγρος άγωνιστής, ό Τζών Χάρρις, κινδυνεύει νά έκτελεστεί. Ή δίκη του ύπήρξε μιά ώμή παρωδία δικαιοσύνης: οί ένορκοι — όλοι λευκοί — τόν καταδίκασαν σέ θάνατο στήν ήλεκτρική καρέκλα, στηριγμένοι σέ «μαρτυρίες» πού άποσπάστηκαν μέ τή βία καί τόν έκφοβισμό. bbox=[273, 183, 427, 273]
paragraph: Τό Συνέδριο ύπογράμμισε ότι ή άλλαγή στήν ύπαιθρο περνάει μέσα άπό τή δημοκρατική όργάνωση, τή συμμαχία μέ τήν έργατική τάξη καί τά μεσαία στρώματα τής πόλης. bbox=[878, 912, 1029, 968]
paragraph: «Δέν ζητάμε προνόμια — τονίζουν. Ζητάμε νά μάς φέρονται όπως θά ήθελαν νά φέρονται στούς Έλληνες σπουδαστές τού έξωτερικού. Ή Έλλάδα έχει 100.000 παιδιά της σέ ξένα πανεπιστήμια». bbox=[1448, 800, 1584, 868]
harris-lead-column bbox=[273, 88, 427, 788]
congress-column-b bbox=[680, 780, 866, 2282]
solzhenitsyn-brief bbox=[1315, 58, 1440, 393]
masthead: ΡΙΖΟΣΠΑΣΤΗΣ bbox=[720, 11, 876, 31]
ledger-row: 2. ΤΟΚΟΙ ..... 553.514 bbox=[1049, 2200, 1306, 2210]
paragraph: Τά γεγονότα είναι άμείλικτα: Ή «άμυνα» τού ΝΑΤΟ σήμαινε πάντα ύποταγή. Ή «βοήθεια» σήμαινε έξάρτηση. Ή «προστασία» σήμαινε έπεμβάσεις στά έσωτερικά μας, νοθεία, πραξικοπήματα, δικτατορία. bbox=[258, 1277, 460, 1322]
paragraph: Στίς όμιλίες τους οί άντιπρόσωποι κατάγγειλαν τήν κυβερνητική πολιτική πού όδηγεί στήν έρήμωση τής ύπαίθρου: 350.000 νέοι έφυγαν άπό τά χωριά τήν τελευταία δεκαετία, παίρνοντας τό δρόμο τής ξενιτιάς ή τών άστικών κέντρων. bbox=[680, 852, 866, 908]
paragraph: Τό Συνέδριο ζήτησε άκόμα νά έπεκταθεί ή καλλιέργεια σκληρού σίτου μέ έξασφαλισμένη διάθεση τής παραγωγής στούς άλευρομύλους καί στίς βιομηχανίες ζυμαρικών, καί νά ίδρυθούν συνεταιριστικά σιλό σέ κάθε έπαρχία. bbox=[479, 1527, 668, 1583]
paragraph: Άς δούμε τώρα τή δεύτερη «διαπίστωση» τού κ. ύπουργού: ότι τάχα οί διενέξεις καί οί πόλεμοι προκαλούνται άπό τή «σοβιετική έπεκτατικότητα». Ή άλήθεια είναι άκριβώς άντίθετη: Στίς τέσσερις δεκαετίες πού πέρασαν άπό τόν δεύτερο παγκόσμιο πόλεμο, όλες οί ένοπλες έπεμβάσεις έγιναν άπό τίς ΗΠΑ καί τούς συμμάχους τους. bbox=[32, 1074, 251, 1153]
ledger-row: 46.329.966,30 bbox=[1049, 2110, 1306, 2121]
paragraph: «Μάς σπρώχνουν νά γίνουμε έργάτες στά ίδια μας τά χωράφια» — είπε χαρακτηριστικά άντιπρόσωπος άπό τόν κάμπο τής Καρδίτσας, καταχειροκροτούμενος άπό τούς συνέδρους. bbox=[680, 1142, 866, 1187]
ledger-row: Γραμμάτια πληρωτέα ..... 723.017 bbox=[1318, 1988, 1574, 1998]
paragraph: Τό μεγαλύτερο έργο γιά τή Θεσσαλία παραμένει ή άξιοποίηση τών νερών τού Άχελώου καί τού Πηνειού. Τά έγγειοβελτιωτικά έργα καρκινοβατούν, ένώ ό κάμπος διψάει. Ζητείται ή άμεση ένταξη τών έργων στό πρόγραμμα δημοσίων έπενδύσεων. bbox=[878, 1702, 1029, 1781]
debit-column bbox=[1049, 2147, 1306, 2242]
paragraph: 11. Νά ίδρυθούν παιδικοί σταθμοί στά μεγάλα χωριά, γιά νά άνασάνει ή άγρότισσα μάνα. 12. Νά έπεκταθεί ή σχολική στέγη καί νά δοθούν ύποτροφίες στά παιδιά τών άγροτών. bbox=[1075, 1162, 1299, 1196]
ledger-row: 46.329.966,30 bbox=[1318, 2049, 1574, 2060]
paragraph: Ή συζήτηση γιά τήν ΕΟΚ πήρε ξεχωριστή έκταση: ή ένταξη, τονίστηκε, έτοιμάζεται χωρίς νά έρωτηθεί ή άγροτιά, καί άπειλεί μέ ξεκλήρισμα τίς μικρομεσαίες έκμεταλλεύσεις. Τό Συνέδριο ζήτησε νά δοθούν στή δημοσιότητα όλα τά στοιχεία τών διαπραγματεύσεων. bbox=[680, 1191, 866, 1259]
paragraph: Οί καπνοπαραγωγοί τής δυτικής Θεσσαλίας κατάγγειλαν ότι οί έμποροι έκμεταλλεύονται τήν καθυστέρηση τών συγκεντρώσεων γιά νά πιέζουν τίς τιμές πρός τά κάτω. bbox=[680, 1825, 866, 1870]
paragraph: Ό ύπουργός μιλάει γιά «έθνική άσφάλεια». Μά ποιά άσφάλεια μπορεί νά έξασφαλίσει ή συμμαχία πού διαμέλισε τήν Κύπρο καί άπειλεί τό Αίγαίο; Ποιά άσφάλεια μπορούν νά προσφέρουν οί πυρηνικές κεφαλές πού είναι άποθηκευμένες στό έλληνικό έδαφος, μετατρέποντας τή χώρα σέ στόχο; bbox=[258, 1061, 460, 1129]
paragraph: Τό Παγκόσμιο Συμβούλιο Είρήνης κήρυξε τή 10η τού Άπρίλη μέρα δράσης γιά τή σωτηρία τού Χάρρις. Στή Νέα Ύόρκη, στό Σικάγο, στό Σάν Φρανσίσκο έτοιμάζονται μεγάλες διαδηλώσεις. Στό πλευρό τού κατάδικου στέκουν συνδικάτα, έκκλησίες, όργανώσεις νέων. bbox=[944, 143, 1101, 222]
paragraph: Στό ίδιο πνεύμα ό άρθρογράφος έπικαλείται καί τό «προγεφύρωμα τής Δύσης» πού τάχα άποτελεί ή Έλλάδα. Ξεχνάει ότι τά προγεφυρώματα, όταν έρθει ή ώρα, θυσιάζονται πρώτα. bbox=[32, 708, 251, 753]
paragraph: Στή φυλακή τού Μοντγκόμερυ ό Χάρρις, δεμένος χειροπόδαρα, ύποβλήθηκε σέ άπάνθρωπα βασανιστήρια. Ή ύπόθεσή του ξεσήκωσε κύμα διαμαρτυρίας σ' όλο τόν κόσμο. Έπιτροπές άλληλεγγύης συγκροτήθηκαν στήν Εύρώπη, στήν Άφρική, στή Λατινική Άμερική. Χιλιάδες τηλεγραφήματα φτάνουν καθημερινά στόν Λευκό Οίκο. bbox=[698, 233, 926, 301]
paragraph: Γιά τά τεύτλα ζητείται τιμή 1,05 δρχ. τό κιλό μέ 16% ζαχαρικότητα καί πληρωμή μέσα σέ 20 μέρες άπό τήν παράδοση στά έργοστάσια τής ΕΒΖ. bbox=[878, 1078, 1029, 1123]
paragraph: 1) Τό πρόβλημα τής άγροτικής γής παραμένει όξύ. Χιλιάδες άκτήμονες καλλιεργούν νοικιασμένα χωράφια μέ δυσβάσταχτα ένοίκια, ένώ μεγάλες έκτάσεις μένουν στά χέρια τών μεγαλοϊδιοκτητών. bbox=[479, 1150, 668, 1195]
congress-banner-rule-bottom bbox=[477, 428, 1299, 430]
ledger-row: 24.622.849,50 bbox=[1049, 2231, 1306, 2242]
photo-banner-text: ΛΗ ΓΙΑΣ bbox=[751, 440, 1012, 492]
ledger-row: Ταμείον ..... 26.830.032,60 bbox=[1049, 2090, 1306, 2100]
credit-rows bbox=[1318, 2159, 1574, 2211]
body-text bbox=[32, 1351, 251, 1758]
paragraph: Ή αίθουσα ύποδέχτηκε όρθια τό κλείσιμο τών έργασιών, ψάλλοντας τόν ύμνο τού Κιλελέρ. Τό ραντεβού δόθηκε: όλοι στίς συγκεντρώσεις τού Άπρίλη. bbox=[1075, 1260, 1299, 1294]
column-rule bbox=[692, 233, 693, 391]
body-text bbox=[680, 1754, 866, 1872]
ledger-row: 2. ΥΠΟΧΡΕΩΣΕΙΣ ..... bbox=[1318, 1957, 1574, 1967]
ledger-row: Έταιρικόν κεφάλαιον ..... bbox=[1318, 1916, 1574, 1926]
header-rule-right bbox=[910, 29, 1466, 31]
congress-banner-rule-top bbox=[477, 395, 1299, 397]
ledger-row: 2. ΚΕΡΔΗ ΕΚ ΣΥΜΜΕΤΟΧΗΣ ..... bbox=[1318, 2169, 1574, 2179]
paragraph: Ύπόμνημα μέ τά αίτήματα έπιδόθηκε χτές στό ύπουργείο Παιδείας καί στό ύπουργείο Έξωτερικών. Άπάντηση, ώς άργά χτές τό βράδυ, δέν ύπήρξε. bbox=[1448, 1291, 1584, 1348]
manager-role: Ό Διαχειριστής bbox=[1075, 2262, 1131, 2273]
column-rule bbox=[1107, 60, 1108, 393]
manager-name: Κ. ΧΑΡΙΤΗΣ bbox=[1075, 2274, 1131, 2285]
paragraph: Στίς 14 τού Άπρίλη — άν δέν άνασταλεί ή άπόφαση — ό Τζών Χάρρις θά όδηγηθεί στήν ήλεκτρική καρέκλα. Ή παγκόσμια κοινή γνώμη έχει άκόμα καιρό νά έπέμβει. Κάθε φωνή μετράει. Κάθε τηλεγράφημα πρός τόν Λευκό Οίκο καί τόν κυβερνήτη τής Άλαμπάμα είναι μιά άσπίδα γιά τή ζωή ένός άθώου. bbox=[273, 277, 427, 368]
paragraph: Μπροστά σ' αύτή τήν κατάσταση, τονίστηκε, ή ένότητα είναι τό πιό δυνατό όπλο. Κανένας άγρότης μόνος του δέν μπορεί νά τά βάλει μέ τά μονοπώλια καί τόν κρατικό μηχανισμό. bbox=[878, 852, 1029, 908]
paragraph: Οί έργασίες του παρακολουθήθηκαν άπό πλήθος άγροτών πού κατέκλυσαν τήν αίθουσα καί τούς γύρω χώρους. Μηνύματα άλληλεγγύης έστειλαν δεκάδες όργανώσεις άπ' όλη τή χώρα. bbox=[1073, 606, 1299, 651]
anticommunism-intro bbox=[32, 267, 251, 489]
paragraph: Ό κ. ύπουργός ξεκινάει άπό τή γνωστή συνταγή τού ψυχρού πολέμου. Άναμασάει τά συνθήματα περί «κομμουνιστικού κινδύνου» καί «σοβιετικής άπειλής», γιά νά καταλήξει στό συμπέρασμα ότι ή χώρα πρέπει νά μείνει δεμένη στό άρμα τού ΝΑΤΟ καί τών Άμερικανών «προστατών» της. bbox=[32, 350, 251, 418]
paragraph: Γιά τά άμπέλια: νά σταματήσει ή πολιτική τών έκριζώσεων πού έπιβάλλει ή ΕΟΚ. Τό κρασί τής Ραψάνης καί τής Νέας Άγχιάλου μπορεί νά κατακτήσει άγορές, άν στηριχτεί ή συνεταιριστική οίνοποίηση. bbox=[878, 1354, 1029, 1422]
ledger-row: Έξοδα διαχειρίσεως ..... 211.050 bbox=[1049, 2180, 1306, 2190]
